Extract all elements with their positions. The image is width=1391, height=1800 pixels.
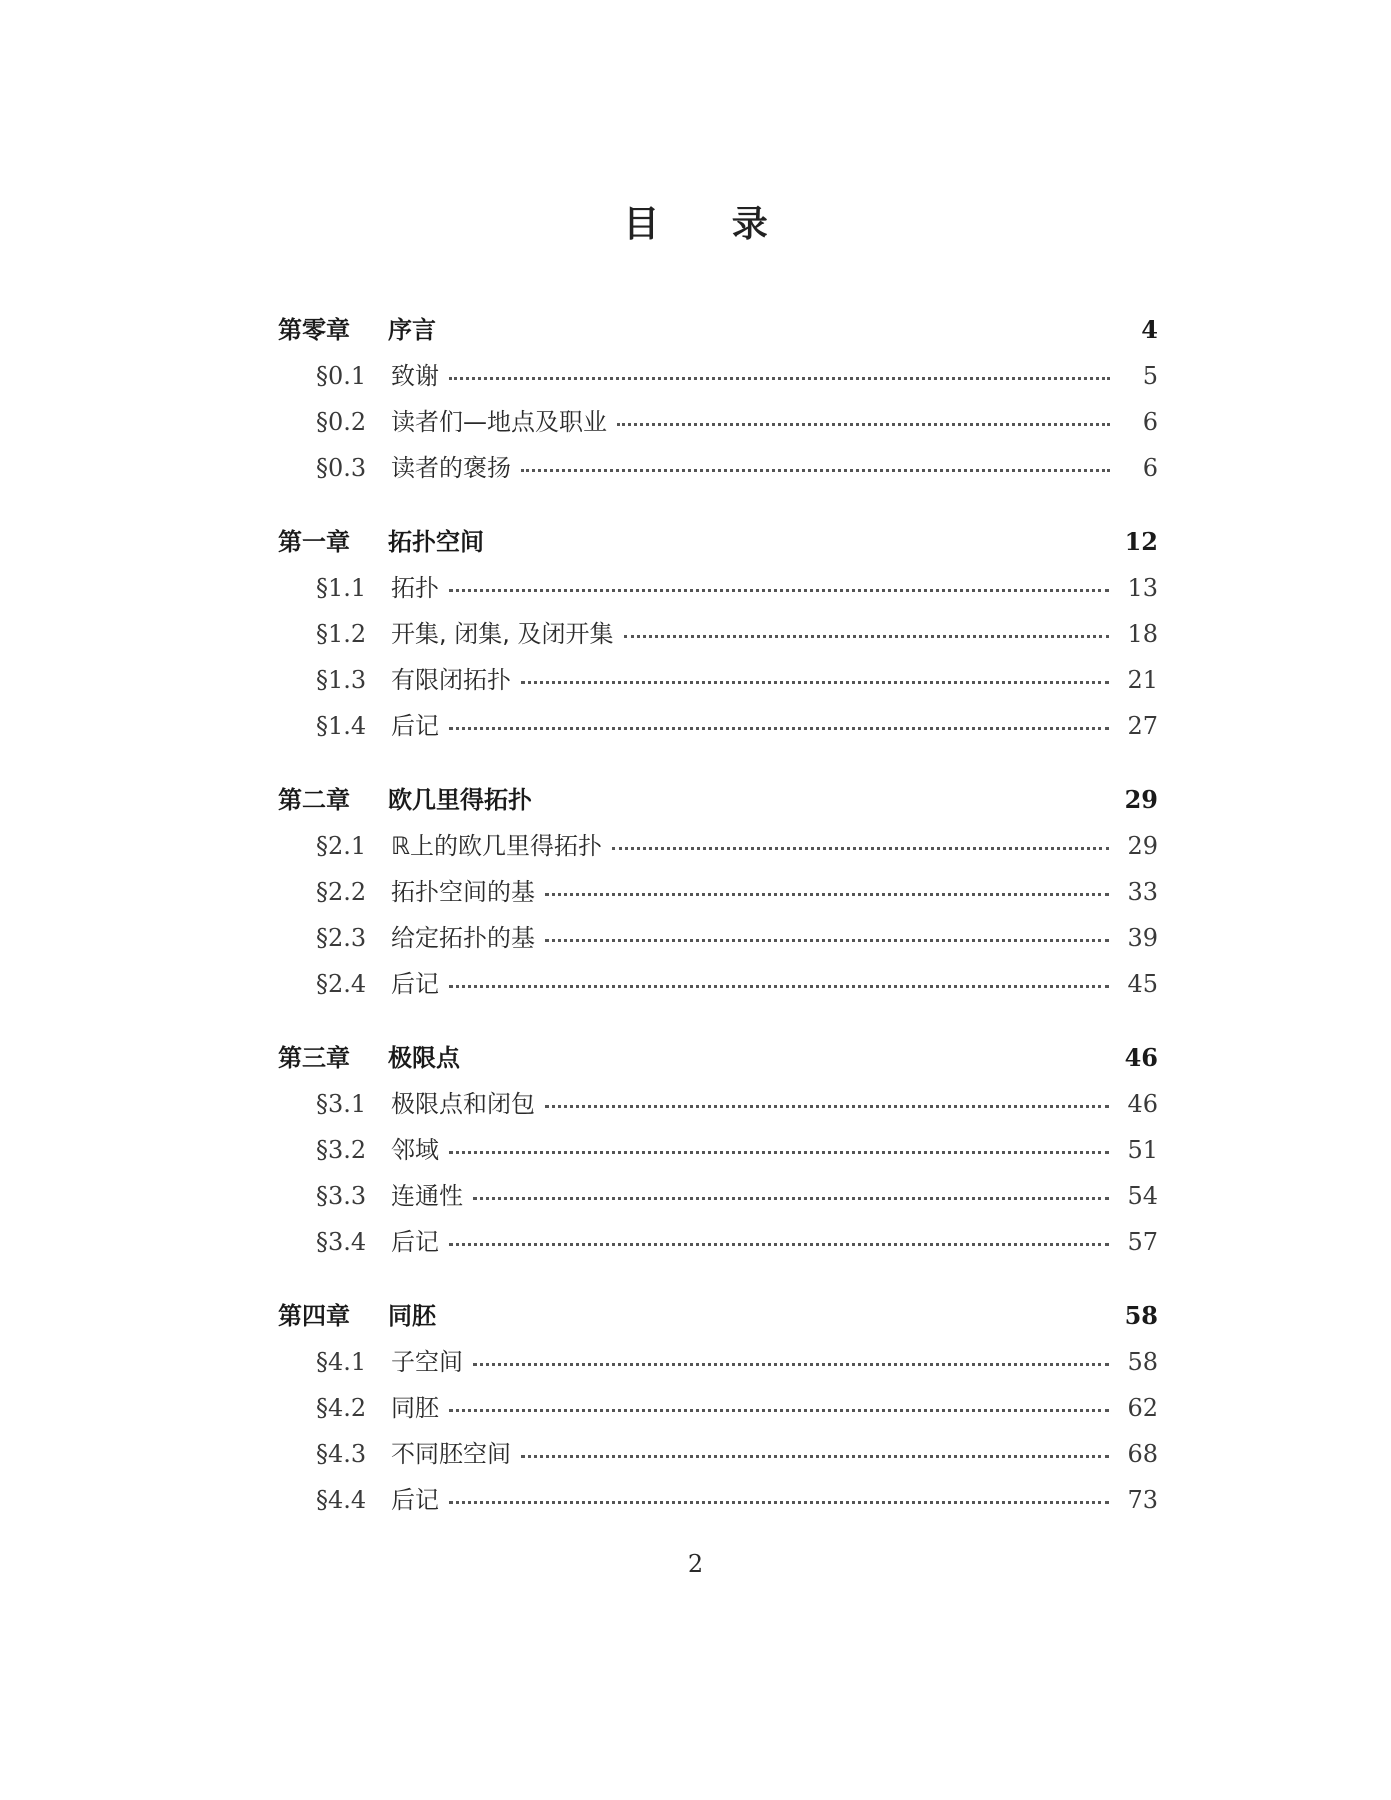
section-entry[interactable] xyxy=(278,918,1158,964)
section-number: §2.3 xyxy=(316,924,367,952)
section-page-number: 68 xyxy=(1127,1440,1158,1468)
chapter-label: 第四章 xyxy=(278,1302,350,1330)
section-number: §4.4 xyxy=(316,1486,367,1514)
dot-leader xyxy=(449,1477,1109,1504)
section-number: §3.4 xyxy=(316,1228,367,1256)
chapter-title: 极限点 xyxy=(388,1044,460,1072)
chapter-page-number: 29 xyxy=(1124,785,1158,814)
dot-leader xyxy=(473,1173,1109,1200)
section-page-number: 45 xyxy=(1127,970,1158,998)
section-number: §2.1 xyxy=(316,832,367,860)
section-entry[interactable] xyxy=(278,1222,1158,1268)
chapter-heading[interactable] xyxy=(278,780,1158,826)
section-entry[interactable] xyxy=(278,706,1158,752)
section-entry[interactable] xyxy=(278,1130,1158,1176)
section-title: 邻域 xyxy=(391,1136,439,1164)
chapter-title: 序言 xyxy=(388,316,436,344)
chapter-0 xyxy=(278,310,1158,494)
section-number: §2.2 xyxy=(316,878,367,906)
section-entry[interactable] xyxy=(278,660,1158,706)
section-number: §0.3 xyxy=(316,454,367,482)
section-page-number: 33 xyxy=(1127,878,1158,906)
dot-leader xyxy=(521,445,1110,472)
section-page-number: 27 xyxy=(1127,712,1158,740)
section-entry[interactable] xyxy=(278,1176,1158,1222)
section-title: 读者们—地点及职业 xyxy=(391,408,607,436)
section-page-number: 51 xyxy=(1127,1136,1158,1164)
chapter-2 xyxy=(278,780,1158,1010)
chapter-label: 第零章 xyxy=(278,316,350,344)
section-title: 给定拓扑的基 xyxy=(391,924,535,952)
section-title: 同胚 xyxy=(391,1394,439,1422)
section-number: §0.1 xyxy=(316,362,367,390)
section-page-number: 58 xyxy=(1127,1348,1158,1376)
section-title: 拓扑 xyxy=(391,574,439,602)
section-title: 子空间 xyxy=(391,1348,463,1376)
chapter-heading[interactable] xyxy=(278,1038,1158,1084)
chapter-heading[interactable] xyxy=(278,1296,1158,1342)
section-page-number: 54 xyxy=(1127,1182,1158,1210)
dot-leader xyxy=(617,399,1110,426)
dot-leader xyxy=(624,611,1110,638)
chapter-title: 欧几里得拓扑 xyxy=(388,786,532,814)
chapter-label: 第三章 xyxy=(278,1044,350,1072)
section-title: 开集, 闭集, 及闭开集 xyxy=(391,620,614,648)
section-title: 后记 xyxy=(391,970,439,998)
chapter-1 xyxy=(278,522,1158,752)
table-of-contents xyxy=(278,310,1158,1554)
section-entry[interactable] xyxy=(278,964,1158,1010)
chapter-heading[interactable] xyxy=(278,310,1158,356)
dot-leader xyxy=(449,1219,1109,1246)
section-page-number: 5 xyxy=(1142,362,1158,390)
section-number: §1.2 xyxy=(316,620,367,648)
section-title: 读者的褒扬 xyxy=(391,454,511,482)
section-page-number: 6 xyxy=(1142,408,1158,436)
section-entry[interactable] xyxy=(278,1434,1158,1480)
chapter-page-number: 4 xyxy=(1141,315,1158,344)
chapter-title: 同胚 xyxy=(388,1302,436,1330)
chapter-4 xyxy=(278,1296,1158,1526)
section-title: 后记 xyxy=(391,712,439,740)
dot-leader xyxy=(449,1385,1109,1412)
section-entry[interactable] xyxy=(278,1480,1158,1526)
section-title: 致谢 xyxy=(391,362,439,390)
dot-leader xyxy=(473,1339,1109,1366)
dot-leader xyxy=(545,915,1109,942)
dot-leader xyxy=(449,565,1109,592)
page-title: 目 录 xyxy=(623,204,798,245)
section-page-number: 57 xyxy=(1127,1228,1158,1256)
section-title: 后记 xyxy=(391,1486,439,1514)
section-entry[interactable] xyxy=(278,402,1158,448)
section-number: §3.1 xyxy=(316,1090,367,1118)
chapter-title: 拓扑空间 xyxy=(388,528,484,556)
chapter-3 xyxy=(278,1038,1158,1268)
section-entry[interactable] xyxy=(278,1388,1158,1434)
chapter-label: 第一章 xyxy=(278,528,350,556)
section-number: §0.2 xyxy=(316,408,367,436)
section-title: 有限闭拓扑 xyxy=(391,666,511,694)
section-entry[interactable] xyxy=(278,826,1158,872)
chapter-page-number: 12 xyxy=(1124,527,1158,556)
section-entry[interactable] xyxy=(278,356,1158,402)
dot-leader xyxy=(545,1081,1109,1108)
chapter-label: 第二章 xyxy=(278,786,350,814)
section-page-number: 73 xyxy=(1127,1486,1158,1514)
section-page-number: 13 xyxy=(1127,574,1158,602)
section-title: ℝ上的欧几里得拓扑 xyxy=(391,832,603,860)
section-title: 后记 xyxy=(391,1228,439,1256)
chapter-page-number: 58 xyxy=(1124,1301,1158,1330)
section-number: §3.2 xyxy=(316,1136,367,1164)
section-entry[interactable] xyxy=(278,872,1158,918)
section-page-number: 21 xyxy=(1127,666,1158,694)
dot-leader xyxy=(449,353,1110,380)
dot-leader xyxy=(521,1431,1109,1458)
dot-leader xyxy=(521,657,1109,684)
section-title: 不同胚空间 xyxy=(391,1440,511,1468)
dot-leader xyxy=(545,869,1109,896)
section-title: 极限点和闭包 xyxy=(391,1090,535,1118)
chapter-page-number: 46 xyxy=(1124,1043,1158,1072)
section-page-number: 29 xyxy=(1127,832,1158,860)
section-title: 连通性 xyxy=(391,1182,463,1210)
section-page-number: 62 xyxy=(1127,1394,1158,1422)
section-entry[interactable] xyxy=(278,1084,1158,1130)
section-page-number: 46 xyxy=(1127,1090,1158,1118)
section-number: §1.1 xyxy=(316,574,367,602)
dot-leader xyxy=(612,823,1109,850)
section-number: §1.3 xyxy=(316,666,367,694)
section-entry[interactable] xyxy=(278,448,1158,494)
section-number: §3.3 xyxy=(316,1182,367,1210)
dot-leader xyxy=(449,703,1109,730)
section-entry[interactable] xyxy=(278,614,1158,660)
dot-leader xyxy=(449,961,1109,988)
section-page-number: 18 xyxy=(1127,620,1158,648)
section-page-number: 6 xyxy=(1142,454,1158,482)
section-number: §2.4 xyxy=(316,970,367,998)
section-number: §4.1 xyxy=(316,1348,367,1376)
section-entry[interactable] xyxy=(278,1342,1158,1388)
section-number: §4.3 xyxy=(316,1440,367,1468)
section-entry[interactable] xyxy=(278,568,1158,614)
section-number: §1.4 xyxy=(316,712,367,740)
page-number: 2 xyxy=(687,1550,704,1578)
section-number: §4.2 xyxy=(316,1394,367,1422)
dot-leader xyxy=(449,1127,1109,1154)
section-page-number: 39 xyxy=(1127,924,1158,952)
section-title: 拓扑空间的基 xyxy=(391,878,535,906)
chapter-heading[interactable] xyxy=(278,522,1158,568)
